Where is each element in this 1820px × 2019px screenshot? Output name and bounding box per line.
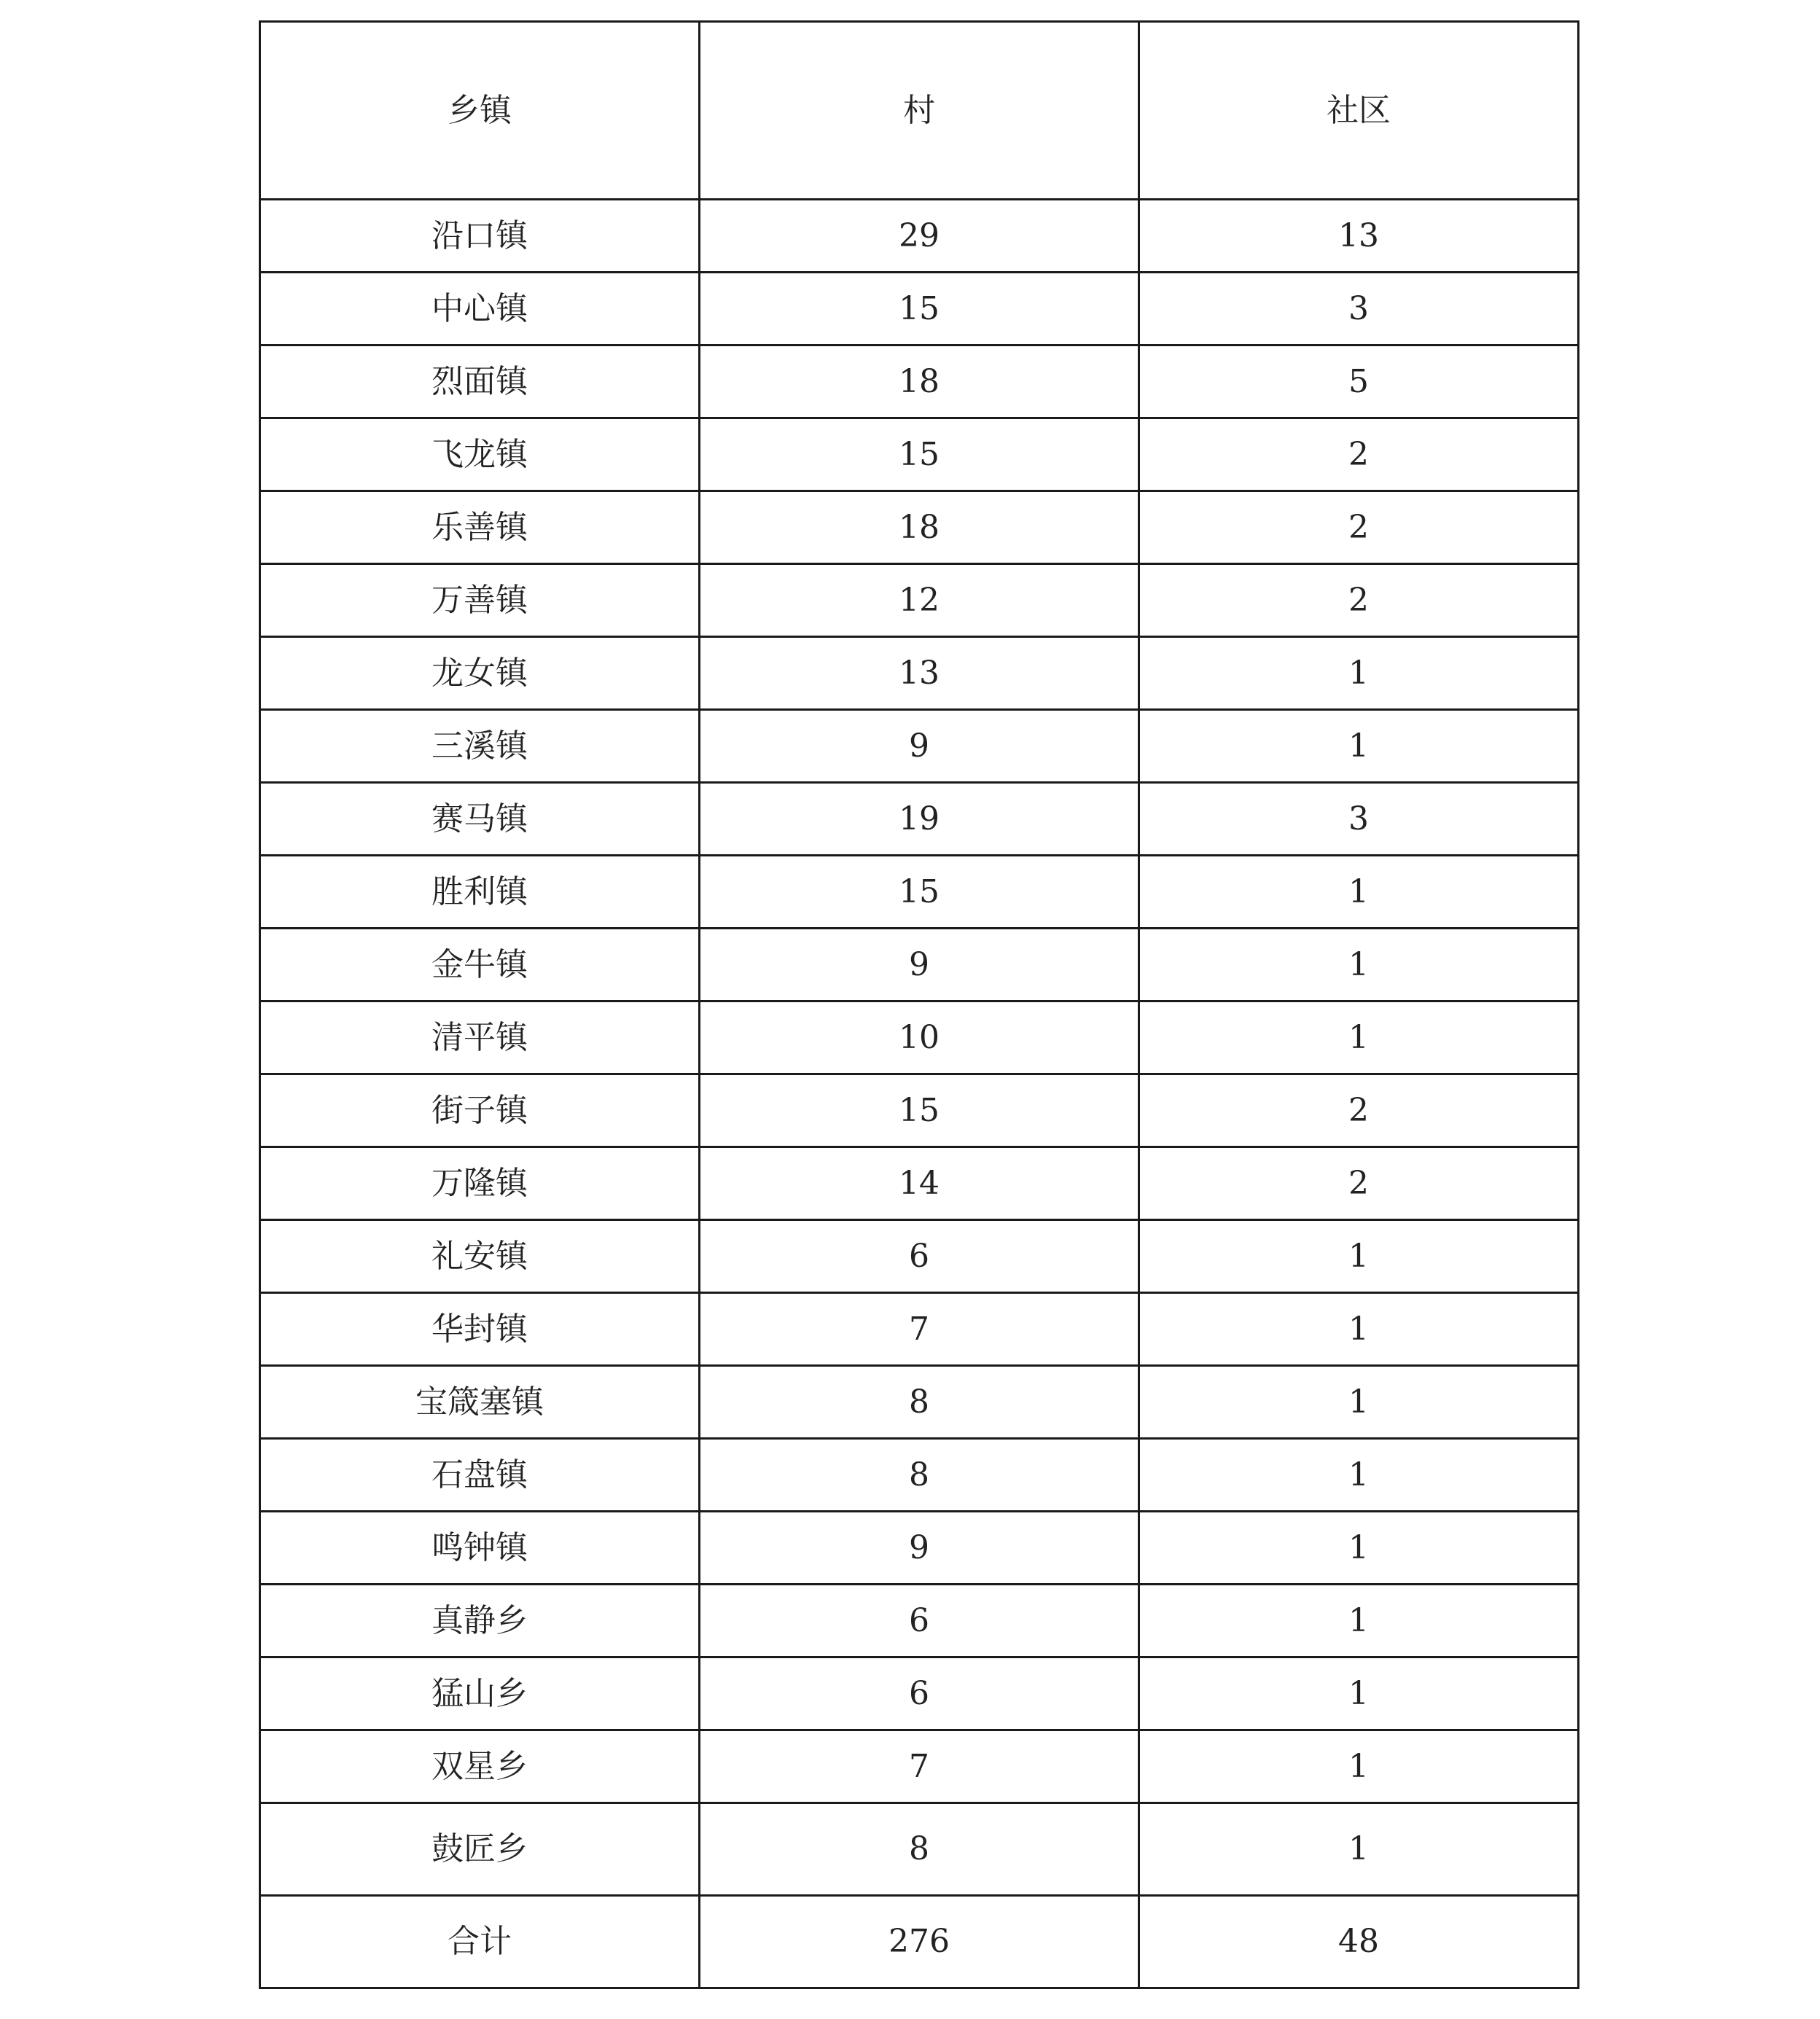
cell-villages: 8 bbox=[700, 1803, 1139, 1896]
table-row bbox=[260, 1220, 1579, 1293]
cell-villages: 8 bbox=[700, 1439, 1139, 1512]
table-row bbox=[260, 929, 1579, 1001]
cell-communities: 13 bbox=[1139, 200, 1579, 273]
cell-communities: 2 bbox=[1139, 418, 1579, 491]
cell-communities: 3 bbox=[1139, 783, 1579, 856]
cell-communities: 2 bbox=[1139, 564, 1579, 637]
table-row bbox=[260, 1074, 1579, 1147]
cell-communities: 1 bbox=[1139, 929, 1579, 1001]
cell-communities: 1 bbox=[1139, 1803, 1579, 1896]
header-town: 乡镇 bbox=[260, 22, 700, 200]
cell-communities: 1 bbox=[1139, 637, 1579, 710]
table-row bbox=[260, 1657, 1579, 1730]
cell-town: 三溪镇 bbox=[260, 710, 700, 783]
table-row bbox=[260, 418, 1579, 491]
cell-communities: 2 bbox=[1139, 491, 1579, 564]
cell-villages: 19 bbox=[700, 783, 1139, 856]
cell-town: 华封镇 bbox=[260, 1293, 700, 1366]
cell-communities: 1 bbox=[1139, 1366, 1579, 1439]
villages-communities-table bbox=[259, 20, 1579, 1989]
cell-villages: 6 bbox=[700, 1220, 1139, 1293]
table-row bbox=[260, 1001, 1579, 1074]
cell-town: 沿口镇 bbox=[260, 200, 700, 273]
cell-town: 真静乡 bbox=[260, 1585, 700, 1657]
cell-town: 龙女镇 bbox=[260, 637, 700, 710]
cell-town: 礼安镇 bbox=[260, 1220, 700, 1293]
cell-villages: 29 bbox=[700, 200, 1139, 273]
total-villages: 276 bbox=[700, 1896, 1139, 1988]
cell-villages: 7 bbox=[700, 1293, 1139, 1366]
table-row bbox=[260, 1585, 1579, 1657]
cell-town: 胜利镇 bbox=[260, 856, 700, 929]
cell-communities: 1 bbox=[1139, 1585, 1579, 1657]
cell-communities: 2 bbox=[1139, 1074, 1579, 1147]
total-communities: 48 bbox=[1139, 1896, 1579, 1988]
table-header bbox=[260, 22, 1579, 200]
cell-town: 万善镇 bbox=[260, 564, 700, 637]
table-row bbox=[260, 345, 1579, 418]
cell-villages: 12 bbox=[700, 564, 1139, 637]
header-communities: 社区 bbox=[1139, 22, 1579, 200]
table-row bbox=[260, 1512, 1579, 1585]
cell-town: 飞龙镇 bbox=[260, 418, 700, 491]
cell-communities: 1 bbox=[1139, 856, 1579, 929]
table-row bbox=[260, 1439, 1579, 1512]
cell-communities: 5 bbox=[1139, 345, 1579, 418]
table-row bbox=[260, 564, 1579, 637]
table-row bbox=[260, 273, 1579, 345]
cell-villages: 9 bbox=[700, 1512, 1139, 1585]
cell-town: 中心镇 bbox=[260, 273, 700, 345]
cell-communities: 3 bbox=[1139, 273, 1579, 345]
cell-town: 金牛镇 bbox=[260, 929, 700, 1001]
table-body bbox=[260, 200, 1579, 1988]
table-row bbox=[260, 1366, 1579, 1439]
cell-villages: 7 bbox=[700, 1730, 1139, 1803]
cell-town: 鼓匠乡 bbox=[260, 1803, 700, 1896]
table-row bbox=[260, 1147, 1579, 1220]
cell-communities: 1 bbox=[1139, 1293, 1579, 1366]
cell-communities: 1 bbox=[1139, 1001, 1579, 1074]
cell-town: 宝箴塞镇 bbox=[260, 1366, 700, 1439]
cell-town: 街子镇 bbox=[260, 1074, 700, 1147]
cell-communities: 1 bbox=[1139, 1730, 1579, 1803]
header-row bbox=[260, 22, 1579, 200]
cell-villages: 6 bbox=[700, 1657, 1139, 1730]
table-row bbox=[260, 1293, 1579, 1366]
total-row bbox=[260, 1896, 1579, 1988]
table-row bbox=[260, 856, 1579, 929]
cell-villages: 18 bbox=[700, 345, 1139, 418]
table-row bbox=[260, 491, 1579, 564]
cell-town: 双星乡 bbox=[260, 1730, 700, 1803]
cell-villages: 15 bbox=[700, 418, 1139, 491]
table-row bbox=[260, 1803, 1579, 1896]
cell-town: 赛马镇 bbox=[260, 783, 700, 856]
cell-villages: 8 bbox=[700, 1366, 1139, 1439]
cell-town: 石盘镇 bbox=[260, 1439, 700, 1512]
table-row bbox=[260, 710, 1579, 783]
cell-villages: 9 bbox=[700, 929, 1139, 1001]
cell-communities: 1 bbox=[1139, 710, 1579, 783]
header-villages: 村 bbox=[700, 22, 1139, 200]
cell-town: 猛山乡 bbox=[260, 1657, 700, 1730]
cell-town: 乐善镇 bbox=[260, 491, 700, 564]
cell-communities: 1 bbox=[1139, 1439, 1579, 1512]
cell-communities: 2 bbox=[1139, 1147, 1579, 1220]
cell-villages: 15 bbox=[700, 856, 1139, 929]
cell-villages: 13 bbox=[700, 637, 1139, 710]
cell-villages: 14 bbox=[700, 1147, 1139, 1220]
cell-communities: 1 bbox=[1139, 1657, 1579, 1730]
table-row bbox=[260, 1730, 1579, 1803]
cell-villages: 10 bbox=[700, 1001, 1139, 1074]
cell-villages: 15 bbox=[700, 1074, 1139, 1147]
cell-communities: 1 bbox=[1139, 1512, 1579, 1585]
cell-communities: 1 bbox=[1139, 1220, 1579, 1293]
cell-town: 烈面镇 bbox=[260, 345, 700, 418]
cell-town: 万隆镇 bbox=[260, 1147, 700, 1220]
table-row bbox=[260, 200, 1579, 273]
total-label: 合计 bbox=[260, 1896, 700, 1988]
cell-villages: 9 bbox=[700, 710, 1139, 783]
cell-villages: 18 bbox=[700, 491, 1139, 564]
table-row bbox=[260, 783, 1579, 856]
cell-villages: 15 bbox=[700, 273, 1139, 345]
cell-town: 清平镇 bbox=[260, 1001, 700, 1074]
table-row bbox=[260, 637, 1579, 710]
cell-villages: 6 bbox=[700, 1585, 1139, 1657]
cell-town: 鸣钟镇 bbox=[260, 1512, 700, 1585]
